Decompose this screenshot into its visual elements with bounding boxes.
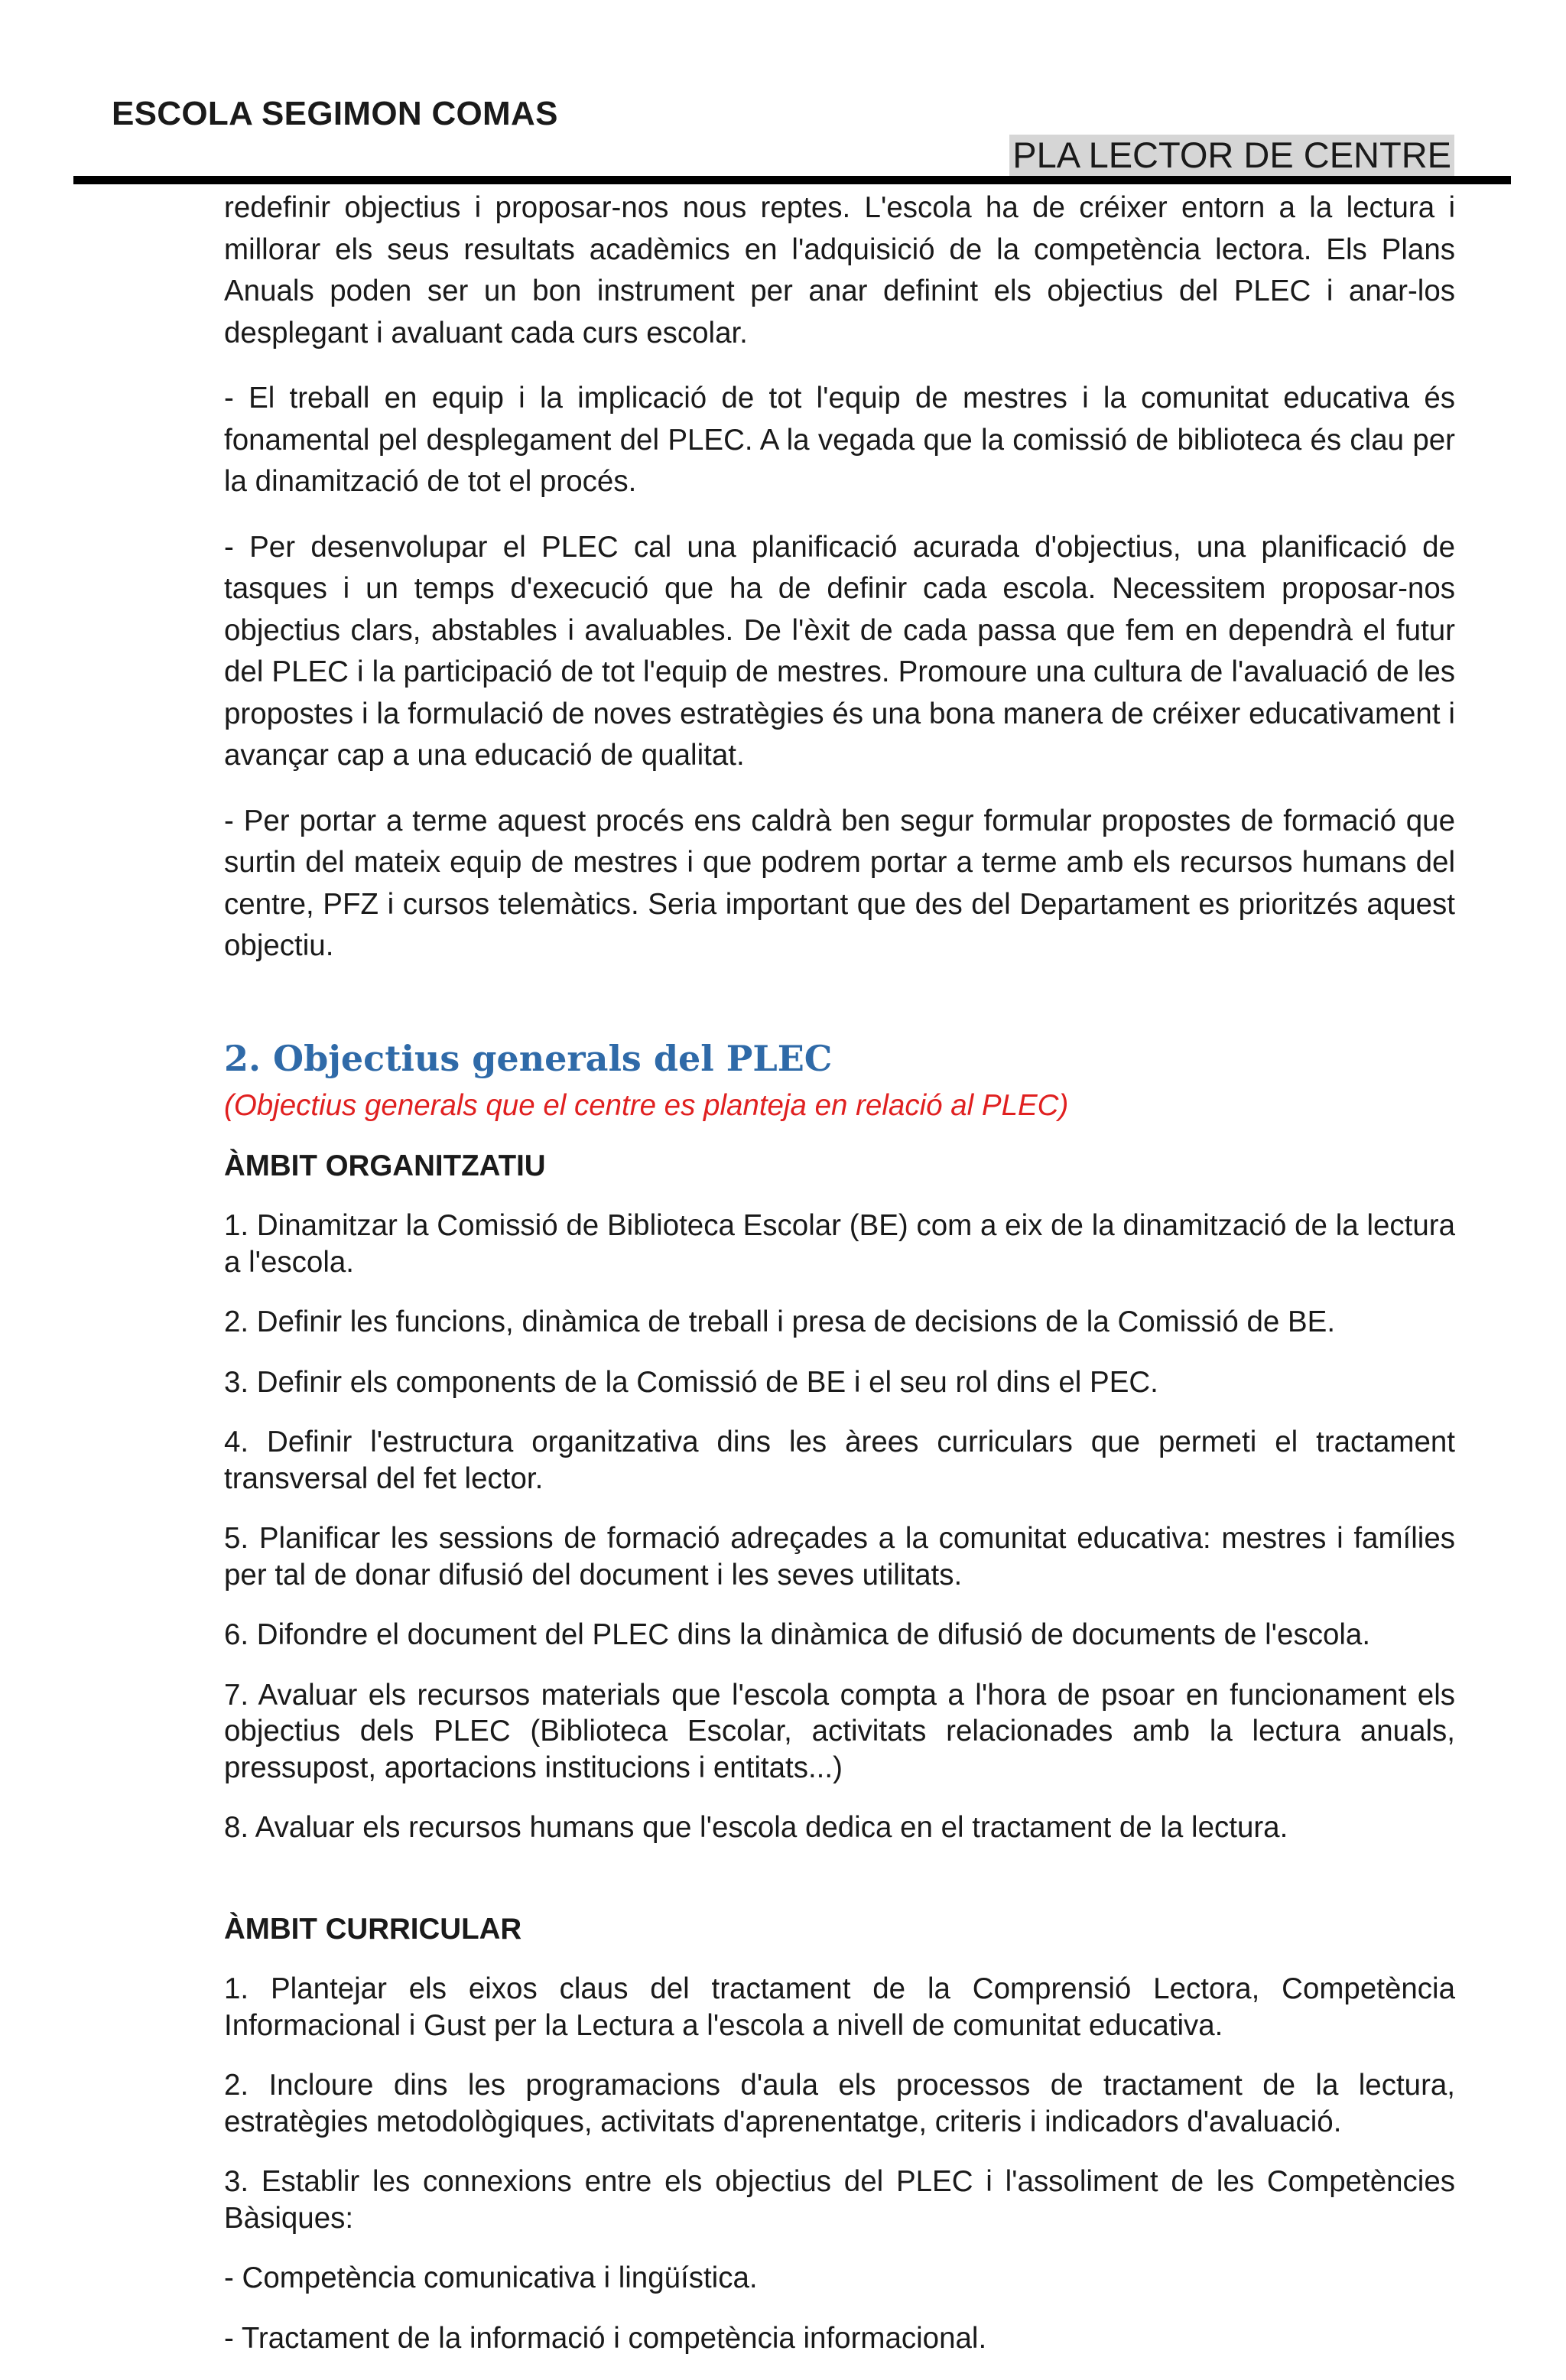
objective-item: - Tractament de la informació i competència informacional. [224, 2321, 987, 2355]
curricular-heading: ÀMBIT CURRICULAR [224, 1912, 522, 1946]
objective-item: 7. Avaluar els recursos materials que l'escola compta a l'hora de psoar en funcionament els objectius dels PLEC (Biblioteca Escolar, activitats relacionades amb la lectura anuals, pressupost, aportacions institucions i entitats...) [224, 1678, 1455, 1784]
school-name: ESCOLA SEGIMON COMAS [112, 95, 558, 132]
organitzatiu-heading: ÀMBIT ORGANITZATIU [224, 1149, 546, 1182]
paragraph: - El treball en equip i la implicació de tot l'equip de mestres i la comunitat educativa és fonamental pel desplegament del PLEC. A la vegada que la comissió de biblioteca és clau per la dinamització de tot el procés. [224, 382, 1455, 498]
objective-item: 1. Dinamitzar la Comissió de Biblioteca Escolar (BE) com a eix de la dinamització de la lectura a l'escola. [224, 1209, 1455, 1279]
section-title: 2. Objectius generals del PLEC [224, 1037, 833, 1079]
paragraph: - Per portar a terme aquest procés ens caldrà ben segur formular propostes de formació que surtin del mateix equip de mestres i que podrem portar a terme amb els recursos humans del centre, PFZ i cursos telemàtics. Seria important que des del Departament es prioritzés aquest objectiu. [224, 804, 1455, 962]
objective-item: 5. Planificar les sessions de formació adreçades a la comunitat educativa: mestres i famílies per tal de donar difusió del document i les seves utilitats. [224, 1522, 1455, 1592]
objective-item: 3. Establir les connexions entre els objectius del PLEC i l'assoliment de les Competències Bàsiques: [224, 2165, 1455, 2235]
objective-item: 2. Definir les funcions, dinàmica de treball i presa de decisions de la Comissió de BE. [224, 1305, 1336, 1338]
objective-item: 3. Definir els components de la Comissió de BE i el seu rol dins el PEC. [224, 1365, 1158, 1399]
spacer [224, 1870, 1455, 1911]
header-divider [73, 176, 1511, 184]
organitzatiu-block [224, 1148, 1455, 1846]
objective-item: - Competència comunicativa i lingüística. [224, 2261, 758, 2294]
objective-item: 4. Definir l'estructura organitzativa dins les àrees curriculars que permeti el tractament transversal del fet lector. [224, 1426, 1455, 1495]
objective-item: 1. Plantejar els eixos claus del tractament de la Comprensió Lectora, Competència Informacional i Gust per la Lectura a l'escola a nivell de comunitat educativa. [224, 1972, 1455, 2042]
objective-item: 2. Incloure dins les programacions d'aula els processos de tractament de la lectura, estratègies metodològiques, activitats d'aprenentatge, criteris i indicadors d'avaluació. [224, 2069, 1455, 2138]
objective-item: 8. Avaluar els recursos humans que l'escola dedica en el tractament de la lectura. [224, 1811, 1288, 1844]
paragraph: - Per desenvolupar el PLEC cal una planificació acurada d'objectius, una planificació de tasques i un temps d'execució que ha de definir cada escola. Necessitem proposar-nos objectius clars, abstables i avaluables. De l'èxit de cada passa que fem en dependrà el futur del PLEC i la participació de tot l'equip de mestres. Promoure una cultura de l'avaluació de les propostes i la formulació de noves estratègies és una bona manera de créixer educativament i avançar cap a una educació de qualitat. [224, 530, 1455, 772]
paragraph: redefinir objectius i proposar-nos nous reptes. L'escola ha de créixer entorn a la lectura i millorar els seus resultats acadèmics en l'adquisició de la competència lectora. Els Plans Anuals poden ser un bon instrument per anar definint els objectius del PLEC i anar-los desplegant i avaluant cada curs escolar. [224, 191, 1455, 350]
objective-item: 6. Difondre el document del PLEC dins la dinàmica de difusió de documents de l'escola. [224, 1618, 1371, 1651]
page-body [224, 187, 1455, 2380]
section-subtitle: (Objectius generals que el centre es planteja en relació al PLEC) [224, 1088, 1069, 1122]
document-title: PLA LECTOR DE CENTRE [1009, 135, 1454, 176]
curricular-block [224, 1911, 1455, 2357]
